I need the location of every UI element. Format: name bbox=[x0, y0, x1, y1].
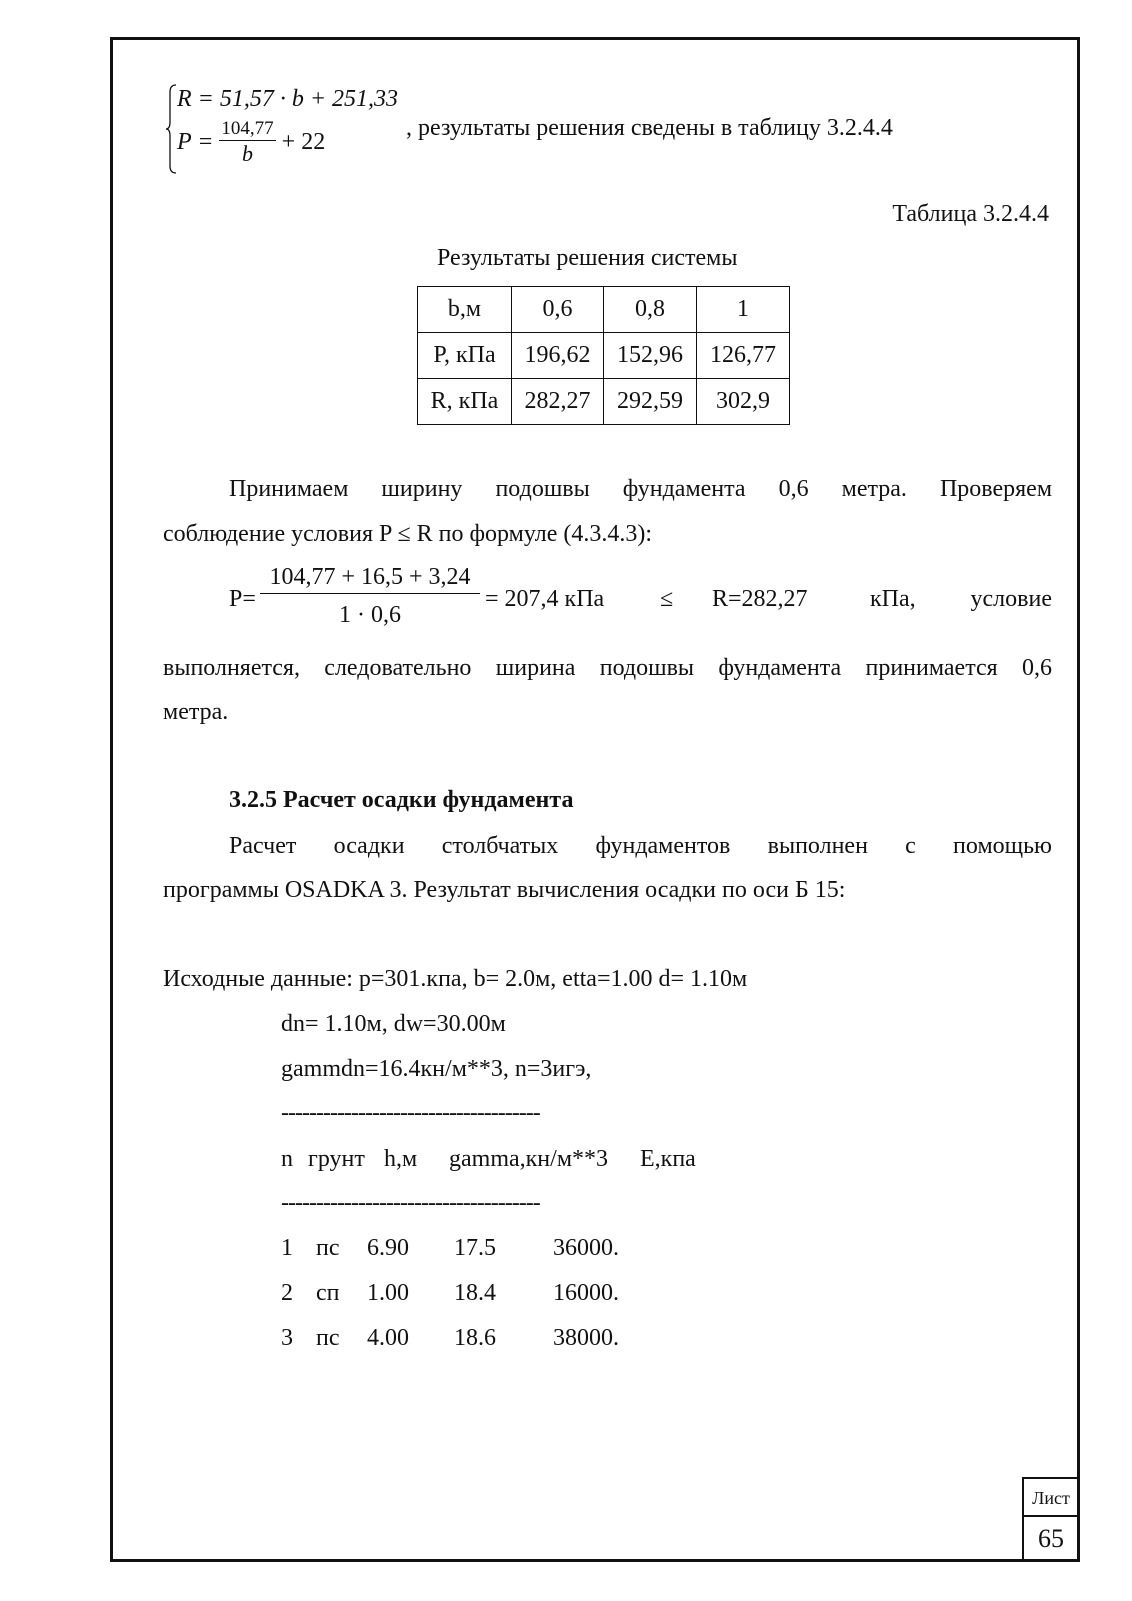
table-header-row bbox=[418, 287, 790, 333]
formula-system bbox=[165, 82, 405, 177]
table-cell: 126,77 bbox=[697, 333, 790, 379]
sheet-stamp bbox=[1022, 1477, 1080, 1562]
table-label: Таблица 3.2.4.4 bbox=[892, 201, 1049, 227]
table-cell: 282,27 bbox=[512, 379, 604, 425]
table-cell: 292,59 bbox=[604, 379, 697, 425]
soil-row bbox=[281, 1281, 711, 1307]
check-leq: ≤ bbox=[660, 586, 674, 612]
soil-cell: 38000. bbox=[553, 1325, 619, 1351]
formula-p-rest: + 22 bbox=[281, 129, 326, 155]
soil-row bbox=[281, 1326, 711, 1352]
soil-cell: 6.90 bbox=[367, 1235, 409, 1261]
check-word: условие bbox=[970, 586, 1052, 612]
brace-icon bbox=[165, 84, 177, 174]
page-number: 65 bbox=[1038, 1524, 1064, 1553]
formula-p-fraction bbox=[219, 119, 275, 165]
sheet-label: Лист bbox=[1024, 1479, 1078, 1517]
table-cell: 0,6 bbox=[512, 287, 604, 333]
table-cell: 152,96 bbox=[604, 333, 697, 379]
section-line-1: Расчет осадки столбчатых фундаментов выполнен с помощью bbox=[229, 833, 1052, 859]
table-caption: Результаты решения системы bbox=[437, 245, 738, 271]
paragraph-1-line-1: Принимаем ширину подошвы фундамента 0,6 метра. Проверяем bbox=[229, 476, 1052, 502]
soil-cell: 36000. bbox=[553, 1235, 619, 1261]
header-cell: gamma,кн/м**3 bbox=[449, 1146, 608, 1172]
table-cell: b,м bbox=[418, 287, 512, 333]
soil-cell: 1 bbox=[281, 1235, 293, 1261]
soil-table-header bbox=[281, 1147, 711, 1173]
formula-p-lhs: P = bbox=[177, 129, 214, 155]
soil-cell: 17.5 bbox=[454, 1235, 496, 1261]
paragraph-2-line-2: метра. bbox=[163, 699, 229, 725]
soil-cell: 16000. bbox=[553, 1280, 619, 1306]
formula-tail-text: , результаты решения сведены в таблицу 3.2.4.4 bbox=[406, 115, 893, 141]
soil-cell: 18.6 bbox=[454, 1325, 496, 1351]
soil-cell: 1.00 bbox=[367, 1280, 409, 1306]
soil-cell: 3 bbox=[281, 1325, 293, 1351]
check-r-value: R=282,27 bbox=[712, 586, 808, 612]
section-heading: 3.2.5 Расчет осадки фундамента bbox=[229, 787, 574, 813]
results-table bbox=[417, 286, 790, 425]
table-cell: 196,62 bbox=[512, 333, 604, 379]
section-line-2: программы OSADKA 3. Результат вычисления осадки по оси Б 15: bbox=[163, 877, 846, 903]
check-numerator: 104,77 + 16,5 + 3,24 bbox=[260, 565, 480, 594]
soil-cell: 2 bbox=[281, 1280, 293, 1306]
formula-p-denominator: b bbox=[242, 141, 254, 166]
separator-line: ------------------------------------- bbox=[281, 1100, 540, 1126]
soil-cell: 4.00 bbox=[367, 1325, 409, 1351]
soil-cell: пс bbox=[316, 1235, 340, 1261]
check-unit: кПа, bbox=[870, 586, 916, 612]
formula-p-numerator: 104,77 bbox=[221, 118, 274, 139]
soil-cell: сп bbox=[316, 1280, 340, 1306]
input-line-3: gammdn=16.4кн/м**3, n=3игэ, bbox=[281, 1056, 592, 1082]
header-cell: E,кпа bbox=[640, 1146, 696, 1172]
table-row bbox=[418, 379, 790, 425]
input-line-1: Исходные данные: p=301.кпа, b= 2.0м, etta=1.00 d= 1.10м bbox=[163, 966, 748, 992]
soil-cell: 18.4 bbox=[454, 1280, 496, 1306]
soil-cell: пс bbox=[316, 1325, 340, 1351]
paragraph-2-line-1: выполняется, следовательно ширина подошвы фундамента принимается 0,6 bbox=[163, 655, 1052, 681]
header-cell: n bbox=[281, 1146, 293, 1172]
soil-row bbox=[281, 1236, 711, 1262]
separator-line: ------------------------------------- bbox=[281, 1190, 540, 1216]
check-denominator: 1 · 0,6 bbox=[339, 602, 401, 628]
table-row bbox=[418, 333, 790, 379]
check-result: = 207,4 кПа bbox=[485, 586, 605, 612]
table-cell: P, кПа bbox=[418, 333, 512, 379]
formula-p-line bbox=[177, 119, 325, 165]
check-lhs: P= bbox=[229, 586, 256, 612]
table-cell: R, кПа bbox=[418, 379, 512, 425]
check-formula bbox=[229, 565, 1052, 635]
header-cell: грунт bbox=[308, 1146, 365, 1172]
header-cell: h,м bbox=[384, 1146, 418, 1172]
formula-r-line: R = 51,57 · b + 251,33 bbox=[177, 86, 399, 112]
table-cell: 302,9 bbox=[697, 379, 790, 425]
table-cell: 1 bbox=[697, 287, 790, 333]
input-line-2: dn= 1.10м, dw=30.00м bbox=[281, 1011, 506, 1037]
table-cell: 0,8 bbox=[604, 287, 697, 333]
paragraph-1-line-2: соблюдение условия P ≤ R по формуле (4.3.4.3): bbox=[163, 521, 653, 547]
